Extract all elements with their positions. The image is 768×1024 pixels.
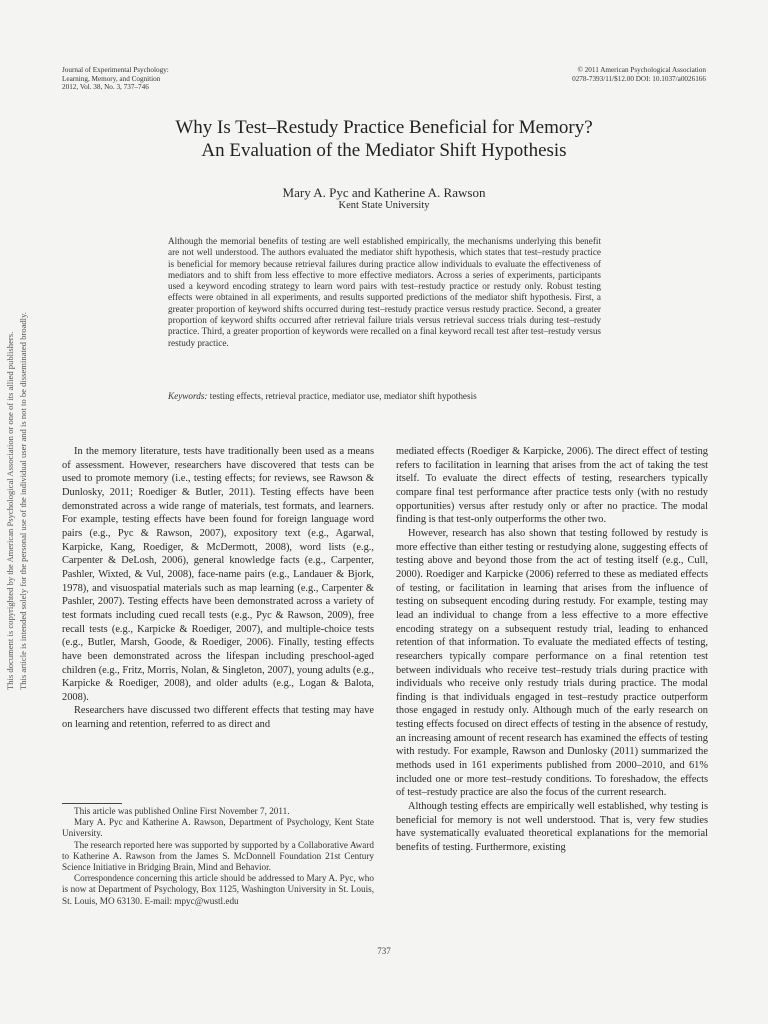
footnote: Correspondence concerning this article should be addressed to Mary A. Pyc, who is now at Department of Psychology, Box 1125, Washington University in St. Louis, St. Louis, MO 63130. E-mail: mpyc@wustl.edu xyxy=(62,873,374,906)
abstract-text: Although the memorial benefits of testing are well established empirically, the mechanisms underlying this benefit are not well understood. The authors evaluated the mediator shift hypothesis, which states that test–restudy practice is beneficial for memory because retrieval failures during practice allow individuals to evaluate the effectiveness of mediators and to shift from less effective to more effective mediators. Across a series of experiments, participants used a keyword encoding strategy to learn word pairs with test–restudy practice or restudy only. Robust testing effects were obtained in all experiments, and results supported predictions of the mediator shift hypothesis. First, a greater proportion of keyword shifts occurred during test–restudy practice versus restudy practice. Second, a greater proportion of keyword shifts occurred after retrieval failure trials versus retrieval success trials during test–restudy practice. Third, a greater proportion of keywords were recalled on a final keyword recall test after test–restudy versus restudy practice. xyxy=(168,236,601,348)
authors: Mary A. Pyc and Katherine A. Rawson xyxy=(282,185,486,200)
footnote: The research reported here was supported by supported by a Collaborative Award to Katherine A. Rawson from the James S. McDonnell Foundation 21st Century Science Initiative in Bridging Brain, Mind and Behavior. xyxy=(62,839,374,873)
copyright-notice-side: This document is copyrighted by the American Psychological Association or one of its allied publishers. xyxy=(5,331,15,690)
footnotes xyxy=(62,806,374,907)
body-paragraph: Researchers have discussed two different effects that testing may have on learning and retention, referred to as direct and xyxy=(62,705,374,731)
body-column-left xyxy=(62,445,374,732)
page-number: 737 xyxy=(377,946,391,956)
journal-line: 2012, Vol. 38, No. 3, 737–746 xyxy=(62,83,149,92)
body-paragraph: Although testing effects are empirically well established, why testing is beneficial for memory is not well understood. That is, very few studies have systematically evaluated theoretical explanations for the memorial benefits of testing. Furthermore, existing xyxy=(396,801,708,854)
affiliation: Kent State University xyxy=(338,200,430,211)
body-paragraph: However, research has also shown that testing followed by restudy is more effective than either testing or restudying alone, suggesting effects of testing above and beyond those from the act of testing itself (e.g., Cull, 2000). Roediger and Karpicke (2006) referred to these as mediated effects of testing, or facilitation in learning that arises from the influence of testing on subsequent encoding during restudy. For example, testing may lead an individual to change from a less effective to a more effective encoding strategy on a subsequent restudy trial, leading to enhanced retention of that information. To evaluate the mediated effects of testing, researchers typically compare performance on a final retention test between individuals who receive test–restudy trials during practice with individuals who receive only restudy trials during practice. The modal finding is that individuals engaged in test–restudy practice outperform those engaged in restudy only. Although much of the early research on testing effects focused on direct effects of testing in the absence of restudy, an increasing amount of recent research has examined the effects of testing with restudy. For example, Rawson and Dunlosky (2011) summarized the methods used in 161 experiments published from 2000–2010, and 61% included one or more test–restudy conditions. To foreshadow, the effects of test–restudy practice are also the focus of the current research. xyxy=(396,527,708,799)
article-title xyxy=(60,116,708,162)
doi-line: 0278-7393/11/$12.00 DOI: 10.1037/a0026166 xyxy=(572,74,706,83)
keywords-label: Keywords: xyxy=(168,391,208,401)
body-paragraph: In the memory literature, tests have traditionally been used as a means of assessment. However, researchers have discovered that tests can be used to promote memory (i.e., testing effects; for reviews, see Rawson & Dunlosky, 2011; Roediger & Butler, 2011). Testing effects have been demonstrated across a wide range of materials, test formats, and learners. For example, testing effects have been found for foreign language word pairs (e.g., Pyc & Rawson, 2007), expository text (e.g., Agarwal, Karpicke, Kang, Roediger, & McDermott, 2008), word lists (e.g., Carpenter & DeLosh, 2006), general knowledge facts (e.g., Carpenter, Pashler, Wixted, & Vul, 2008), face-name pairs (e.g., Landauer & Bjork, 1978), and visuospatial materials such as map learning (e.g., Carpenter & Pashler, 2007). Testing effects have been demonstrated across a variety of test formats including cued recall tests (e.g., Pyc & Rawson, 2009), free recall tests (e.g., Karpicke & Roediger, 2007), and multiple-choice tests (e.g., Butler, Marsh, Goode, & Roediger, 2006). Finally, testing effects have been demonstrated across the lifespan including preschool-aged children (e.g., Fritz, Morris, Nolan, & Singleton, 2007), young adults (e.g., Karpicke & Roediger, 2008), and older adults (e.g., Logan & Balota, 2008). xyxy=(62,446,374,703)
copyright-header xyxy=(572,66,706,83)
footnote: Mary A. Pyc and Katherine A. Rawson, Department of Psychology, Kent State University. xyxy=(62,817,374,839)
abstract xyxy=(168,236,601,349)
footnote-divider xyxy=(62,803,122,804)
keywords-text: testing effects, retrieval practice, mediator use, mediator shift hypothesis xyxy=(209,391,477,401)
journal-line: Learning, Memory, and Cognition xyxy=(62,74,161,83)
footnote: This article was published Online First November 7, 2011. xyxy=(74,806,290,816)
title-line: Why Is Test–Restudy Practice Beneficial for Memory? xyxy=(175,117,593,138)
body-paragraph: mediated effects (Roediger & Karpicke, 2006). The direct effect of testing refers to facilitation in learning that arises from the act of taking the test itself. To evaluate the direct effects of testing, researchers typically compare final test performance after practice tests only (with no restudy opportunities) versus after restudy only or after no practice. The modal finding is that test-only outperforms the other two. xyxy=(396,446,708,526)
title-line: An Evaluation of the Mediator Shift Hypothesis xyxy=(201,140,567,161)
journal-header xyxy=(62,66,169,92)
body-column-right xyxy=(396,445,708,855)
copyright-line: © 2011 American Psychological Association xyxy=(577,66,706,74)
keywords xyxy=(168,391,601,402)
usage-notice-side: This article is intended solely for the personal use of the individual user and is not to be disseminated broadly. xyxy=(18,312,28,690)
journal-line: Journal of Experimental Psychology: xyxy=(62,66,169,74)
